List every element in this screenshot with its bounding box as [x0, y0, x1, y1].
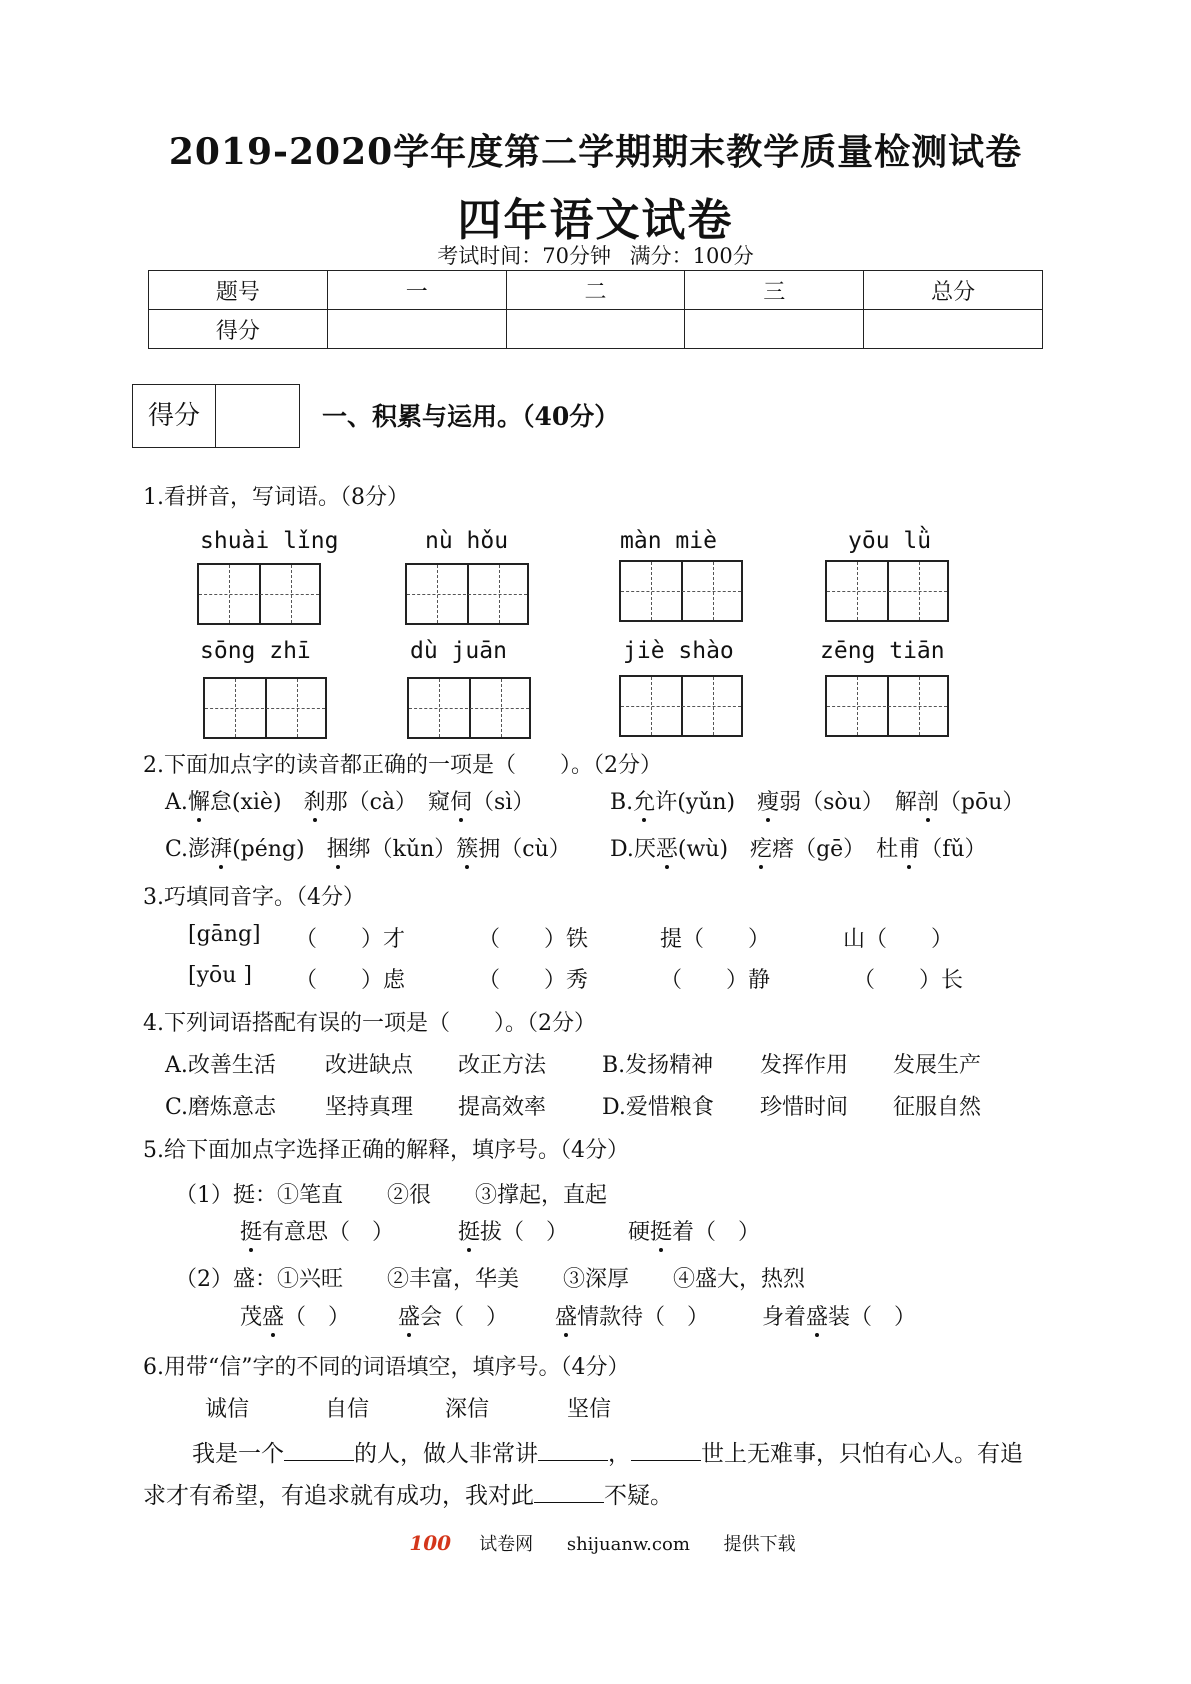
- exam-subtitle: 四年语文试卷: [457, 195, 734, 246]
- dotted-char: 刹: [304, 785, 326, 816]
- dotted-char: 盛: [262, 1300, 284, 1331]
- dotted-char: 恶: [656, 832, 678, 863]
- text: 有意思（ ）: [262, 1220, 395, 1245]
- text: （pōu）: [938, 790, 1025, 815]
- writing-grid[interactable]: [825, 560, 949, 622]
- text: 不疑。: [604, 1483, 673, 1509]
- q3-blank[interactable]: （ ）才: [295, 927, 406, 952]
- score-table-cell: 一: [327, 271, 506, 310]
- text: 拔（ ）: [480, 1220, 569, 1245]
- score-cell-1[interactable]: [327, 310, 506, 349]
- q4-option: B.发扬精神: [602, 1053, 714, 1078]
- exam-title: 2019-2020学年度第二学期期末教学质量检测试卷: [168, 131, 1023, 173]
- q5-item: [628, 1215, 760, 1246]
- question-1: 1.看拼音，写词语。（8分）: [143, 485, 409, 510]
- q6-line-2: [143, 1477, 673, 1510]
- q3-pinyin-you: [yōu ]: [188, 963, 253, 988]
- writing-grid[interactable]: [619, 560, 743, 622]
- full-score: 满分：100分: [629, 244, 754, 268]
- text: ，: [608, 1441, 631, 1467]
- footer-brand: 试卷网: [479, 1534, 534, 1555]
- footer-logo: 100: [409, 1531, 452, 1555]
- dotted-char: 湃: [210, 832, 232, 863]
- dotted-char: 瘦: [757, 785, 779, 816]
- pinyin-1: shuài lǐng: [200, 528, 339, 554]
- text: A.: [165, 790, 188, 815]
- text: (wù): [677, 837, 751, 862]
- q5-item: [398, 1300, 508, 1331]
- dotted-char: 疙: [750, 832, 772, 863]
- pinyin-5: sōng zhī: [200, 638, 311, 664]
- q6-word: 诚信: [205, 1397, 250, 1422]
- writing-grid[interactable]: [197, 563, 321, 625]
- q2-option-d: [610, 832, 987, 863]
- dotted-char: 捆: [327, 832, 349, 863]
- text: （sì）: [472, 790, 535, 815]
- question-5: 5.给下面加点字选择正确的解释，填序号。（4分）: [143, 1138, 629, 1163]
- text: D.厌: [610, 837, 656, 862]
- text: 情款待（ ）: [577, 1305, 710, 1330]
- dotted-char: 挺: [650, 1215, 672, 1246]
- writing-grid[interactable]: [405, 563, 529, 625]
- pinyin-3: màn miè: [620, 528, 717, 554]
- q4-option: C.磨炼意志: [165, 1095, 277, 1120]
- writing-grid[interactable]: [203, 677, 327, 739]
- q6-word: 坚信: [567, 1397, 612, 1422]
- pinyin-4: yōu lǜ: [848, 528, 932, 554]
- text: 的人，做人非常讲: [354, 1441, 538, 1467]
- text: 会（ ）: [420, 1305, 509, 1330]
- text: 身着: [762, 1305, 807, 1330]
- q5-item: [555, 1300, 709, 1331]
- q5-part1-definitions: （1）挺：①笔直 ②很 ③撑起，直起: [175, 1183, 607, 1208]
- text: 许(yǔn): [655, 790, 758, 815]
- q5-item: [762, 1300, 916, 1331]
- section-score-label: 得分: [133, 385, 216, 447]
- text: 求才有希望，有追求就有成功，我对此: [143, 1483, 534, 1509]
- q4-option: 发展生产: [893, 1053, 982, 1078]
- dotted-char: 挺: [240, 1215, 262, 1246]
- q3-blank[interactable]: （ ）铁: [478, 927, 589, 952]
- dotted-char: 盛: [555, 1300, 577, 1331]
- question-4: 4.下列词语搭配有误的一项是（ ）。（2分）: [143, 1011, 596, 1036]
- text: B.: [610, 790, 634, 815]
- score-cell-2[interactable]: [506, 310, 685, 349]
- q4-option: 发挥作用: [760, 1053, 849, 1078]
- q4-option: 改正方法: [458, 1053, 547, 1078]
- text: C.澎: [165, 837, 211, 862]
- q4-option: D.爱惜粮食: [602, 1095, 714, 1120]
- q4-option: 珍惜时间: [760, 1095, 849, 1120]
- question-2: 2.下面加点字的读音都正确的一项是（ ）。（2分）: [143, 753, 662, 778]
- text: 拥（cù）: [478, 837, 571, 862]
- writing-grid[interactable]: [619, 675, 743, 737]
- text: 我是一个: [192, 1441, 284, 1467]
- pinyin-8: zēng tiān: [820, 638, 945, 664]
- text: 硬: [628, 1220, 651, 1245]
- fill-blank[interactable]: [534, 1482, 604, 1503]
- section-score-box: [132, 384, 300, 448]
- question-6: 6.用带“信”字的不同的词语填空，填序号。（4分）: [143, 1355, 630, 1380]
- q3-blank[interactable]: （ ）静: [660, 968, 771, 993]
- score-table-row-label: 得分: [149, 310, 328, 349]
- dotted-char: 伺: [450, 785, 472, 816]
- q3-pinyin-gang: [gāng]: [188, 922, 261, 947]
- q3-blank[interactable]: （ ）秀: [478, 968, 589, 993]
- q3-blank[interactable]: （ ）长: [853, 968, 964, 993]
- dotted-char: 允: [633, 785, 655, 816]
- text: 绑（kǔn）: [348, 837, 457, 862]
- q5-item: [458, 1215, 568, 1246]
- score-table-header-row: [149, 271, 1043, 310]
- footer: [0, 1530, 1191, 1556]
- dotted-char: 剖: [917, 785, 939, 816]
- score-table-cell: 二: [506, 271, 685, 310]
- dotted-char: 懈: [188, 785, 210, 816]
- q4-option: 坚持真理: [325, 1095, 414, 1120]
- q3-blank[interactable]: 提（ ）: [660, 927, 771, 952]
- footer-note: 提供下载: [723, 1534, 796, 1555]
- q5-part2-definitions: （2）盛：①兴旺 ②丰富，华美 ③深厚 ④盛大，热烈: [175, 1267, 805, 1292]
- q6-line-1: [192, 1435, 1023, 1468]
- score-table-cell: 三: [685, 271, 864, 310]
- fill-blank[interactable]: [631, 1440, 701, 1461]
- exam-meta: [0, 240, 1191, 270]
- text: 怠(xiè): [209, 790, 304, 815]
- writing-grid[interactable]: [825, 675, 949, 737]
- score-table-cell: 总分: [864, 271, 1043, 310]
- text: 瘩（gē） 杜: [772, 837, 899, 862]
- text: 装（ ）: [828, 1305, 917, 1330]
- score-table-score-row: [149, 310, 1043, 349]
- score-cell-3[interactable]: [685, 310, 864, 349]
- text: 世上无难事，只怕有心人。有追: [701, 1441, 1023, 1467]
- score-table-cell: 题号: [149, 271, 328, 310]
- writing-grid[interactable]: [407, 677, 531, 739]
- q5-item: [240, 1215, 394, 1246]
- dotted-char: 盛: [398, 1300, 420, 1331]
- q3-blank[interactable]: （ ）虑: [295, 968, 406, 993]
- dotted-char: 簇: [456, 832, 478, 863]
- q6-word: 自信: [325, 1397, 370, 1422]
- section-title: 一、积累与运用。（40分）: [322, 402, 620, 431]
- dotted-char: 挺: [458, 1215, 480, 1246]
- text: 弱（sòu） 解: [779, 790, 917, 815]
- score-cell-total[interactable]: [864, 310, 1043, 349]
- fill-blank[interactable]: [538, 1440, 608, 1461]
- q2-option-c: [165, 832, 571, 863]
- q4-option: 提高效率: [458, 1095, 547, 1120]
- q4-option: A.改善生活: [165, 1053, 276, 1078]
- question-3: 3.巧填同音字。（4分）: [143, 885, 365, 910]
- text: （fǔ）: [920, 837, 987, 862]
- dotted-char: 盛: [806, 1300, 828, 1331]
- footer-site[interactable]: shijuanw.com: [566, 1534, 690, 1555]
- pinyin-7: jiè shào: [623, 638, 734, 664]
- dotted-char: 甫: [898, 832, 920, 863]
- score-table: [148, 270, 1043, 349]
- text: (péng): [232, 837, 327, 862]
- text: 茂: [240, 1305, 263, 1330]
- q2-option-b: [610, 785, 1024, 816]
- pinyin-6: dù juān: [410, 638, 507, 664]
- text: 那（cà） 窥: [325, 790, 451, 815]
- q5-item: [240, 1300, 350, 1331]
- q3-blank[interactable]: 山（ ）: [843, 927, 954, 952]
- q4-option: 征服自然: [893, 1095, 982, 1120]
- q2-option-a: [165, 785, 534, 816]
- q4-option: 改进缺点: [325, 1053, 414, 1078]
- text: （ ）: [284, 1305, 351, 1330]
- fill-blank[interactable]: [284, 1440, 354, 1461]
- exam-time: 考试时间：70分钟: [437, 244, 611, 268]
- pinyin-2: nù hǒu: [425, 528, 509, 554]
- text: 着（ ）: [672, 1220, 761, 1245]
- q6-word: 深信: [445, 1397, 490, 1422]
